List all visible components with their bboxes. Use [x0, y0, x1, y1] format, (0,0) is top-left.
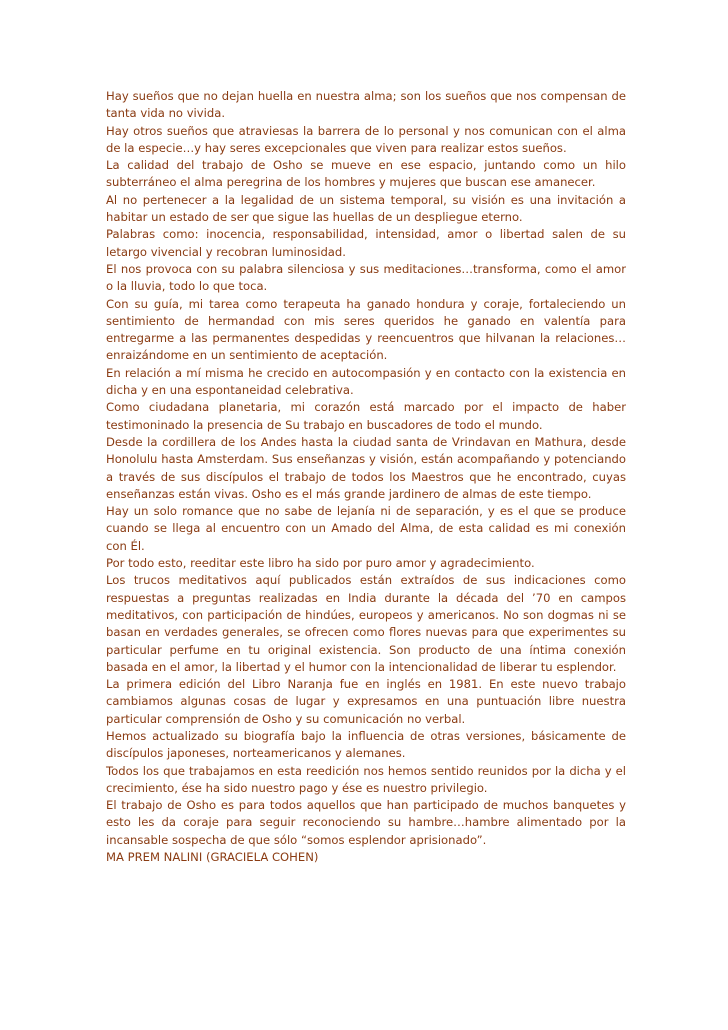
paragraph-13: Los trucos meditativos aquí publicados están extraídos de sus indicaciones como respuestas a preguntas realizadas en India durante la década del ’70 en campos meditativos, con participación de hindúes, europeos y americanos. No son dogmas ni se basan en verdades generales, se ofrecen como flores nuevas para que experimentes su particular perfume en tu original existencia. Son producto de una íntima conexión basada en el amor, la libertad y el humor con la intencionalidad de liberar tu esplendor.: [106, 573, 626, 674]
paragraph-14: La primera edición del Libro Naranja fue en inglés en 1981. En este nuevo trabajo cambiamos algunas cosas de lugar y expresamos en una puntuación libre nuestra particular comprensión de Osho y su comunicación no verbal.: [106, 677, 626, 726]
paragraph-17: El trabajo de Osho es para todos aquellos que han participado de muchos banquetes y esto les da coraje para seguir reconociendo su hambre…hambre alimentado por la incansable sospecha de que sólo “somos esplendor aprisionado”.: [106, 798, 626, 847]
paragraph-8: En relación a mí misma he crecido en autocompasión y en contacto con la existencia en dicha y en una espontaneidad celebrativa.: [106, 365, 626, 398]
paragraph-16: Todos los que trabajamos en esta reedición nos hemos sentido reunidos por la dicha y el crecimiento, ése ha sido nuestro pago y ése es nuestro privilegio.: [106, 763, 626, 795]
signature: MA PREM NALINI (GRACIELA COHEN): [106, 850, 319, 865]
paragraph-9: Como ciudadana planetaria, mi corazón está marcado por el impacto de haber testimoninado la presencia de Su trabajo en buscadores de todo el mundo.: [106, 400, 626, 432]
paragraph-4: Al no pertenecer a la legalidad de un sistema temporal, su visión es una invitación a habitar un estado de ser que sigue las huellas de un despliegue eterno.: [106, 192, 626, 225]
paragraph-6: El nos provoca con su palabra silenciosa y sus meditaciones…transforma, como el amor o la lluvia, todo lo que toca.: [106, 261, 626, 294]
paragraph-7: Con su guía, mi tarea como terapeuta ha ganado hondura y coraje, fortaleciendo un sentimiento de hermandad con mis seres queridos he ganado en valentía para entregarme a las permanentes despedidas y reencuentros que hilvanan la relaciones… enraizándome en un sentimiento de aceptación.: [106, 296, 626, 363]
paragraph-1: Hay sueños que no dejan huella en nuestra alma; son los sueños que nos compensan de tanta vida no vivida.: [106, 89, 626, 121]
paragraph-3: La calidad del trabajo de Osho se mueve en ese espacio, juntando como un hilo subterráneo el alma peregrina de los hombres y mujeres que buscan ese amanecer.: [106, 158, 626, 190]
paragraph-10: Desde la cordillera de los Andes hasta la ciudad santa de Vrindavan en Mathura, desde Honolulu hasta Amsterdam. Sus enseñanzas y visión, están acompañando y potenciando a través de sus discípulos el trabajo de todos los Maestros que he encontrado, cuyas enseñanzas están vivas. Osho es el más grande jardinero de almas de este tiempo.: [106, 434, 626, 501]
paragraph-11: Hay un solo romance que no sabe de lejanía ni de separación, y es el que se produce cuando se llega al encuentro con un Amado del Alma, de esta calidad es mi conexión con Él.: [106, 504, 626, 553]
paragraph-12: Por todo esto, reeditar este libro ha sido por puro amor y agradecimiento.: [106, 556, 535, 571]
paragraph-5: Palabras como: inocencia, responsabilidad, intensidad, amor o libertad salen de su letargo vivencial y recobran luminosidad.: [106, 227, 626, 259]
paragraph-15: Hemos actualizado su biografía bajo la influencia de otras versiones, básicamente de discípulos japoneses, norteamericanos y alemanes.: [106, 728, 626, 761]
paragraph-2: Hay otros sueños que atraviesas la barrera de lo personal y nos comunican con el alma de la especie…y hay seres excepcionales que viven para realizar estos sueños.: [106, 123, 626, 155]
document-body: [106, 88, 626, 866]
